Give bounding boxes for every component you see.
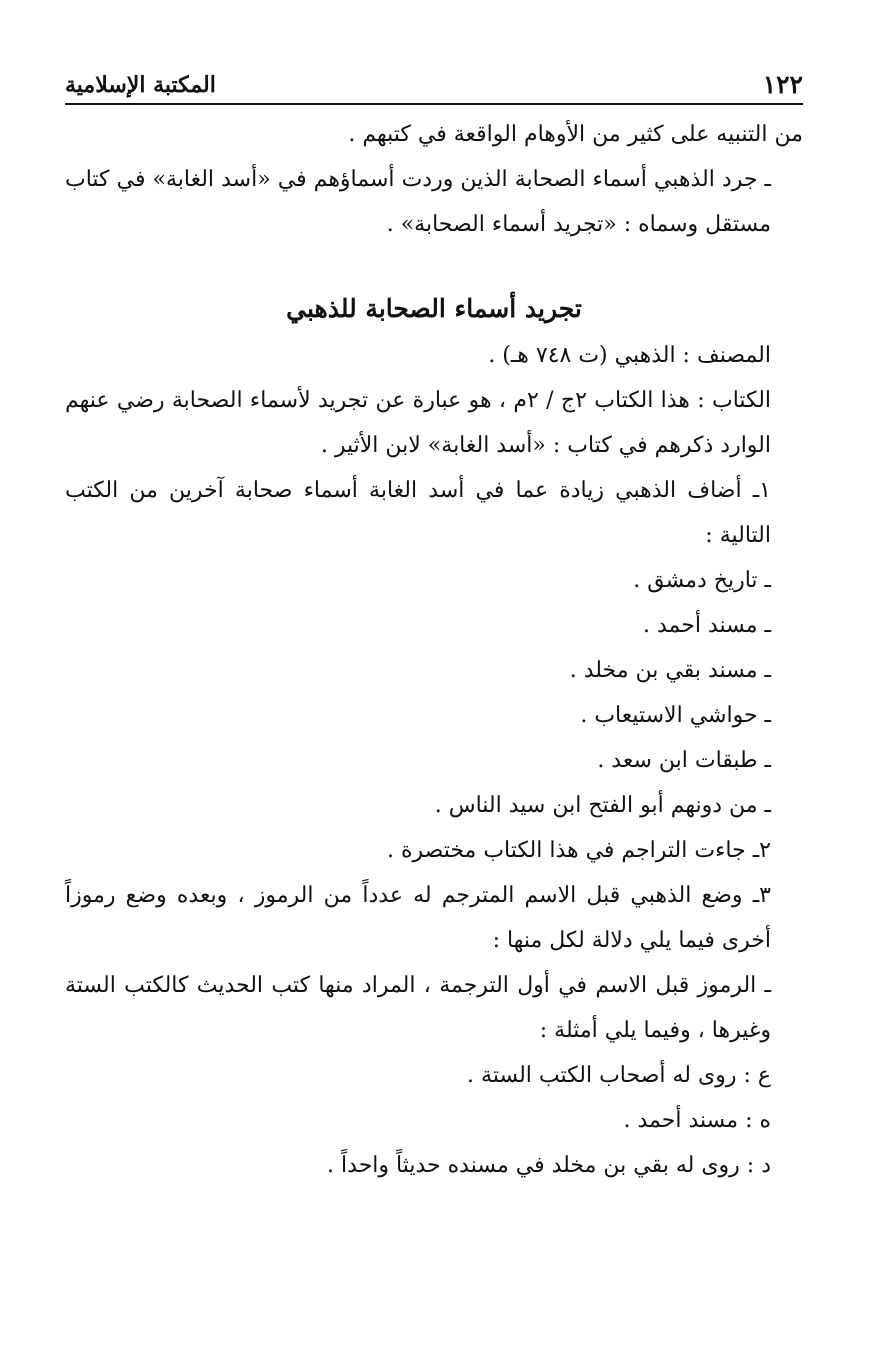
symbol-item: د : روى له بقي بن مخلد في مسنده حديثاً واحداً . [327,1153,771,1178]
symbol-item: ع : روى له أصحاب الكتب الستة . [467,1063,771,1088]
list-item: ـ تاريخ دمشق . [633,568,771,593]
paragraph-continuation: من التنبيه على كثير من الأوهام الواقعة في كتبهم . [348,122,803,147]
point-3: ٣ـ وضع الذهبي قبل الاسم المترجم له عدداً من الرموز ، وبعده وضع رموزاً أخرى فيما يلي دلالة لكل منها : [65,883,771,953]
list-item: ـ من دونهم أبو الفتح ابن سيد الناس . [434,793,771,818]
page-number: ١٢٢ [762,70,803,99]
list-item: ـ مسند أحمد . [643,613,771,638]
point-1: ١ـ أضاف الذهبي زيادة عما في أسد الغابة أسماء صحابة آخرين من الكتب التالية : [65,478,771,548]
point-2: ٢ـ جاءت التراجم في هذا الكتاب مختصرة . [386,838,771,863]
list-item: ـ حواشي الاستيعاب . [580,703,771,728]
symbols-intro: ـ الرموز قبل الاسم في أول الترجمة ، المراد منها كتب الحديث كالكتب الستة وغيرها ، وفيما يلي أمثلة : [65,973,771,1043]
symbol-item: ه : مسند أحمد . [623,1108,771,1133]
list-item: ـ طبقات ابن سعد . [597,748,771,773]
header-rule [65,103,803,105]
author-line: المصنف : الذهبي (ت ٧٤٨ هـ) . [488,343,771,368]
running-title: المكتبة الإسلامية [65,72,216,98]
list-item: ـ مسند بقي بن مخلد . [569,658,771,683]
paragraph-dhahabi-tajrid: ـ جرد الذهبي أسماء الصحابة الذين وردت أسماؤهم في «أسد الغابة» في كتاب مستقل وسماه : «تجريد أسماء الصحابة» . [65,167,771,237]
sources-list [65,558,803,828]
page-header [65,70,803,100]
symbols-list [65,1053,803,1188]
book-line: الكتاب : هذا الكتاب ٢ج / ٢م ، هو عبارة عن تجريد لأسماء الصحابة رضي عنهم الوارد ذكرهم في كتاب : «أسد الغابة» لابن الأثير . [65,388,772,458]
section-title: تجريد أسماء الصحابة للذهبي [286,294,582,323]
page-body [65,112,803,1188]
